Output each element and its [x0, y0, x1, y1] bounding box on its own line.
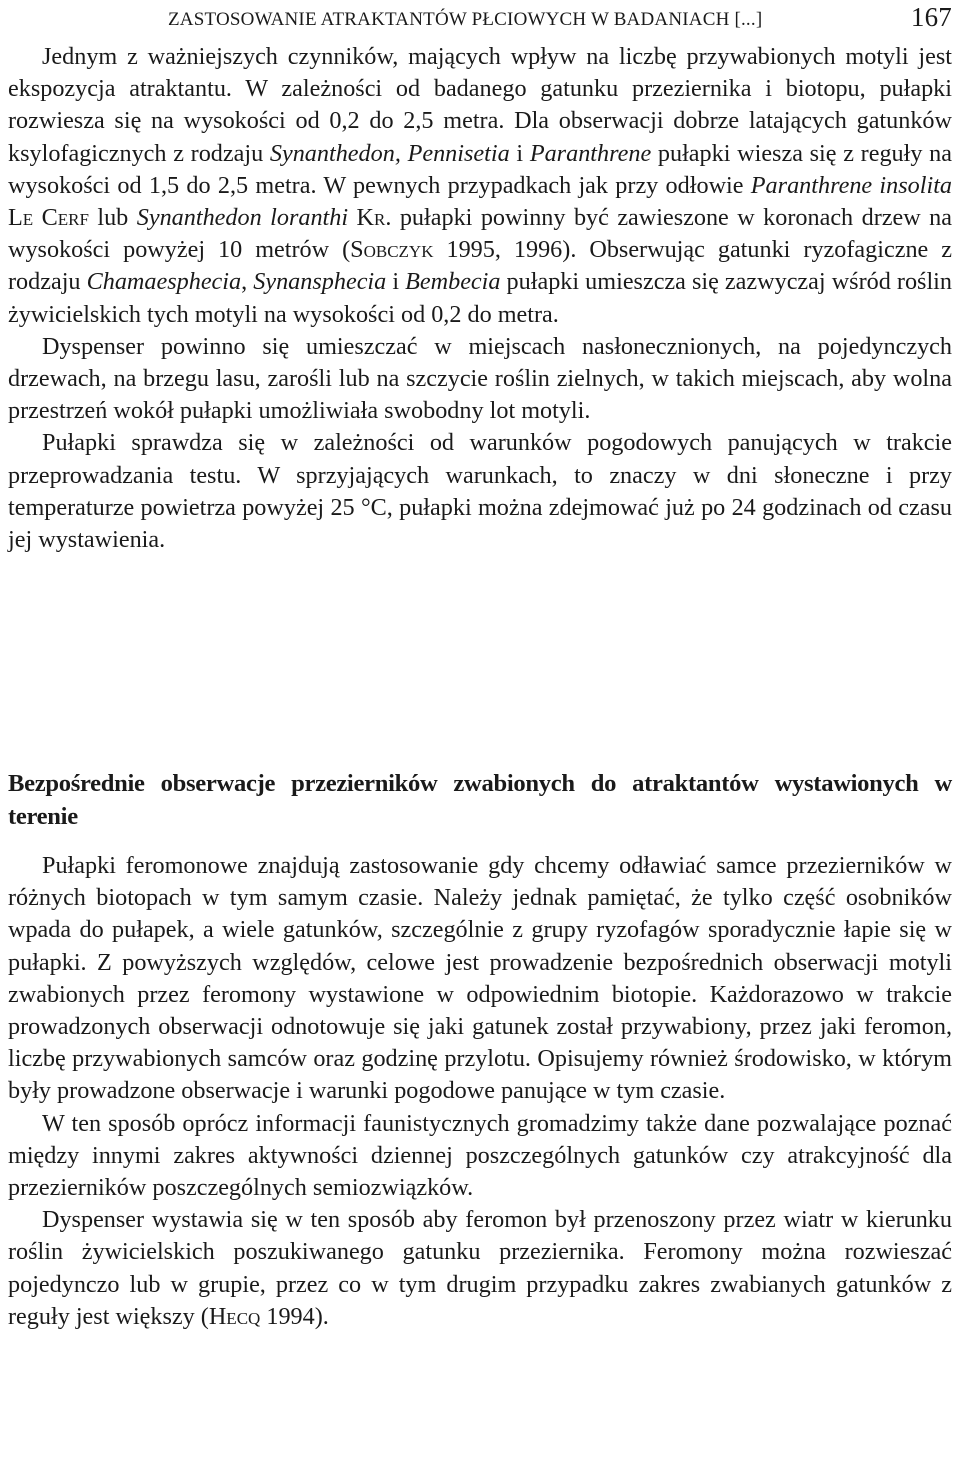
- running-title: ZASTOSOWANIE ATRAKTANTÓW PŁCIOWYCH W BADANIACH [...]: [168, 9, 763, 30]
- section-heading: Bezpośrednie obserwacje przezierników zwabionych do atraktantów wystawionych w terenie: [8, 770, 952, 830]
- paragraph-data-collection: W ten sposób oprócz informacji faunistycznych gromadzimy także dane pozwalające poznać między innymi zakres aktywności dziennej poszczególnych gatunków czy atrakcyjność dla przezierników poszczególnych semiozwiązków.: [8, 1109, 952, 1202]
- body-text-section-2: [8, 850, 952, 1333]
- taxon-synanthedon-loranthi: Synanthedon loranthi: [136, 204, 349, 232]
- paragraph-dispenser-placement: Dyspenser powinno się umieszczać w miejscach nasłonecznionych, na pojedynczych drzewach, na brzegu lasu, zarośli lub na szczycie roślin zielnych, w takich miejscach, aby wolna przestrzeń wokół pułapki umożliwiała swobodny lot motyli.: [8, 332, 952, 425]
- paragraph-direct-observation: Pułapki feromonowe znajdują zastosowanie gdy chcemy odławiać samce przezierników w różnych biotopach w tym samym czasie. Należy jednak pamiętać, że tylko część osobników wpada do pułapek, a wiele gatunków, szczególnie z grupy ryzofagów sporadycznie łapie się w pułapki. Z powyższych względów, celowe jest prowadzenie bezpośrednich obserwacji motyli zwabionych przez feromony wystawione w odpowiednim biotopie. Każdorazowo w trakcie prowadzonych obserwacji odnotowuje się jaki gatunek został przywabiony, przez jaki feromon, liczbę przywabionych samców oraz godzinę przylotu. Opisujemy również środowisko, w którym były prowadzone obserwacje i warunki pogodowe panujące w tym czasie.: [8, 852, 952, 1105]
- taxon-bembecia: Bembecia: [405, 268, 501, 296]
- taxon-chamaesphecia: Chamaesphecia: [86, 268, 242, 296]
- taxon-paranthrene: Paranthrene: [529, 139, 652, 167]
- body-text-section-1: [8, 41, 952, 556]
- taxon-pennisetia: Pennisetia: [407, 139, 510, 167]
- taxon-synansphecia: Synansphecia: [253, 268, 387, 296]
- author-kr: Kr: [356, 204, 386, 232]
- author-le-cerf: Le Cerf: [8, 204, 89, 232]
- citation-sobczyk: Sobczyk: [350, 236, 434, 264]
- running-header: [8, 4, 952, 40]
- taxon-synanthedon: Synanthedon: [269, 139, 395, 167]
- taxon-paranthrene-insolita: Paranthrene insolita: [750, 171, 953, 199]
- paragraph-dispenser-wind: Dyspenser wystawia się w ten sposób aby feromon był przenoszony przez wiatr w kierunku roślin żywicielskich poszukiwanego gatunku przeziernika. Feromony można rozwieszać pojedynczo lub w grupie, przez co w tym drugim przypadku zakres zwabianych gatunków z reguły jest większy (Hecq 1994).: [8, 1206, 952, 1330]
- paragraph-trap-checking: Pułapki sprawdza się w zależności od warunków pogodowych panujących w trakcie przeprowadzania testu. W sprzyjających warunkach, to znaczy w dni słoneczne i przy temperaturze powietrza powyżej 25 °C, pułapki można zdejmować już po 24 godzinach od czasu jej wystawienia.: [8, 429, 952, 554]
- citation-hecq: Hecq: [208, 1302, 261, 1330]
- paragraph-exposure: Jednym z ważniejszych czynników, mających wpływ na liczbę przywabionych motyli jest ekspozycja atraktantu. W zależności od badanego gatunku przeziernika i biotopu, pułapki rozwiesza się na wysokości od 0,2 do 2,5 metra. Dla obserwacji dobrze latających gatunków ksylofagicznych z rodzaju Synanthedon, Pennisetia i Paranthrene pułapki wiesza się z reguły na wysokości od 1,5 do 2,5 metra. W pewnych przypadkach jak przy odłowie Paranthrene insolita Le Cerf lub Synanthedon loranthi Kr. pułapki powinny być zawieszone w koronach drzew na wysokości powyżej 10 metrów (Sobczyk 1995, 1996). Obserwując gatunki ryzofagiczne z rodzaju Chamaesphecia, Synansphecia i Bembecia pułapki umieszcza się zazwyczaj wśród roślin żywicielskich tych motyli na wysokości od 0,2 do metra.: [8, 43, 953, 328]
- page-number: 167: [910, 2, 952, 32]
